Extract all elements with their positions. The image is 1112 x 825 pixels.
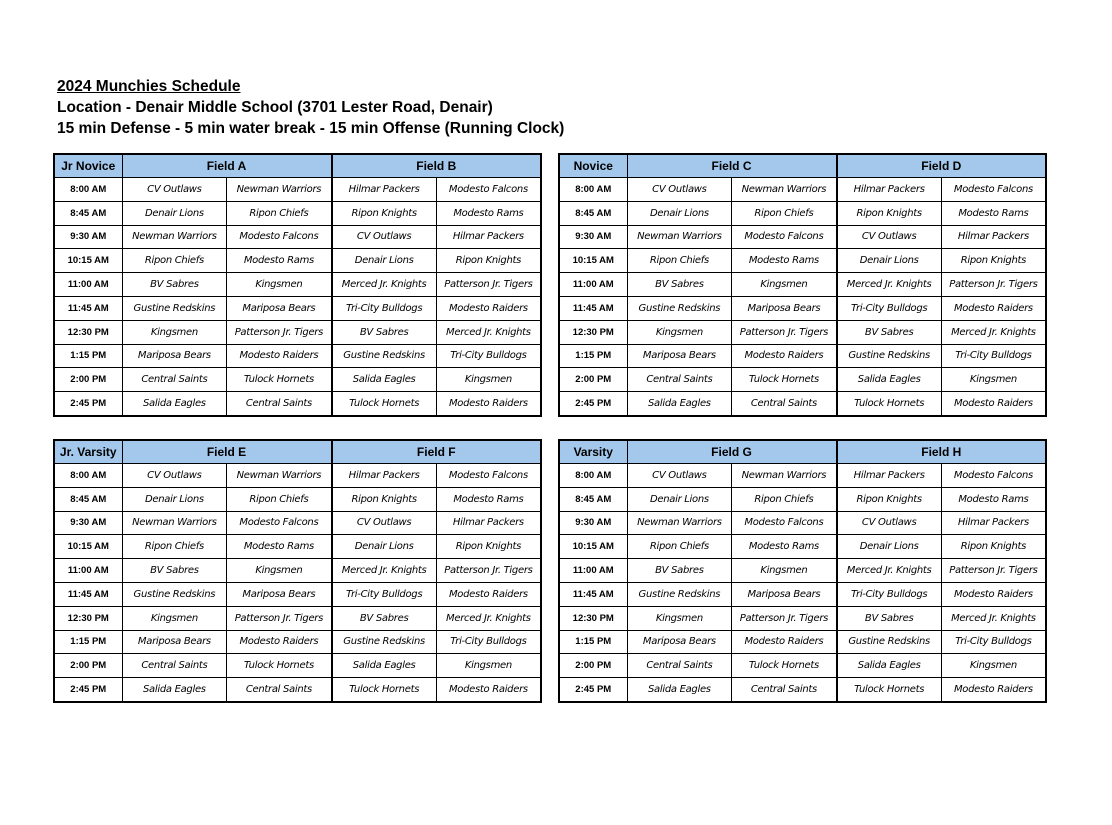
team-cell: Salida Eagles <box>332 654 437 678</box>
team-cell: Newman Warriors <box>122 511 227 535</box>
team-cell: Patterson Jr. Tigers <box>941 559 1046 583</box>
team-cell: Modesto Raiders <box>436 296 541 320</box>
table-row <box>559 678 1046 702</box>
team-cell: Hilmar Packers <box>436 225 541 249</box>
table-row <box>559 511 1046 535</box>
team-cell: Gustine Redskins <box>627 296 732 320</box>
table-row <box>559 178 1046 202</box>
table-row <box>559 225 1046 249</box>
team-cell: Kingsmen <box>122 606 227 630</box>
team-cell: CV Outlaws <box>332 511 437 535</box>
team-cell: Denair Lions <box>122 201 227 225</box>
team-cell: Mariposa Bears <box>627 630 732 654</box>
table-header-row <box>54 154 541 178</box>
team-cell: Newman Warriors <box>732 464 837 488</box>
team-cell: Modesto Rams <box>732 535 837 559</box>
division-label: Jr Novice <box>54 154 122 178</box>
table-row <box>559 464 1046 488</box>
team-cell: Modesto Rams <box>227 249 332 273</box>
team-cell: Modesto Rams <box>941 487 1046 511</box>
team-cell: Gustine Redskins <box>627 582 732 606</box>
table-row <box>559 559 1046 583</box>
team-cell: Central Saints <box>732 392 837 416</box>
time-cell: 8:00 AM <box>54 178 122 202</box>
team-cell: Modesto Falcons <box>732 225 837 249</box>
team-cell: BV Sabres <box>627 559 732 583</box>
table-row <box>54 511 541 535</box>
team-cell: Newman Warriors <box>627 511 732 535</box>
team-cell: Mariposa Bears <box>122 344 227 368</box>
table-row <box>54 201 541 225</box>
time-cell: 10:15 AM <box>559 535 627 559</box>
team-cell: Denair Lions <box>837 535 942 559</box>
team-cell: Tulock Hornets <box>332 678 437 702</box>
time-cell: 2:45 PM <box>54 678 122 702</box>
team-cell: Patterson Jr. Tigers <box>732 320 837 344</box>
team-cell: CV Outlaws <box>837 511 942 535</box>
time-cell: 2:00 PM <box>54 654 122 678</box>
team-cell: Central Saints <box>227 392 332 416</box>
team-cell: Kingsmen <box>227 273 332 297</box>
table-header-row <box>54 440 541 464</box>
table-row <box>54 559 541 583</box>
team-cell: Mariposa Bears <box>227 582 332 606</box>
team-cell: Tri-City Bulldogs <box>332 582 437 606</box>
team-cell: Patterson Jr. Tigers <box>436 273 541 297</box>
team-cell: Salida Eagles <box>837 654 942 678</box>
team-cell: Denair Lions <box>122 487 227 511</box>
team-cell: Merced Jr. Knights <box>332 273 437 297</box>
time-cell: 10:15 AM <box>559 249 627 273</box>
time-cell: 8:00 AM <box>559 464 627 488</box>
team-cell: BV Sabres <box>332 320 437 344</box>
team-cell: Modesto Falcons <box>227 511 332 535</box>
time-cell: 11:00 AM <box>559 559 627 583</box>
team-cell: BV Sabres <box>122 273 227 297</box>
table-row <box>559 487 1046 511</box>
team-cell: Denair Lions <box>627 487 732 511</box>
time-cell: 12:30 PM <box>559 320 627 344</box>
time-cell: 2:00 PM <box>559 368 627 392</box>
team-cell: Ripon Chiefs <box>732 487 837 511</box>
table-row <box>559 368 1046 392</box>
time-cell: 10:15 AM <box>54 249 122 273</box>
field-header: Field H <box>837 440 1047 464</box>
team-cell: Gustine Redskins <box>332 344 437 368</box>
table-row <box>54 630 541 654</box>
table-row <box>559 392 1046 416</box>
time-cell: 1:15 PM <box>559 630 627 654</box>
team-cell: Kingsmen <box>227 559 332 583</box>
time-cell: 8:45 AM <box>559 201 627 225</box>
team-cell: CV Outlaws <box>122 178 227 202</box>
team-cell: Tulock Hornets <box>732 654 837 678</box>
table-row <box>54 654 541 678</box>
team-cell: Kingsmen <box>941 654 1046 678</box>
team-cell: Patterson Jr. Tigers <box>941 273 1046 297</box>
time-cell: 2:45 PM <box>559 678 627 702</box>
team-cell: Tulock Hornets <box>332 392 437 416</box>
team-cell: Hilmar Packers <box>332 178 437 202</box>
time-cell: 1:15 PM <box>559 344 627 368</box>
field-header: Field E <box>122 440 332 464</box>
time-cell: 12:30 PM <box>54 606 122 630</box>
time-cell: 1:15 PM <box>54 344 122 368</box>
team-cell: Ripon Knights <box>436 249 541 273</box>
table-row <box>559 344 1046 368</box>
team-cell: Modesto Raiders <box>436 582 541 606</box>
team-cell: Newman Warriors <box>227 178 332 202</box>
table-row <box>54 368 541 392</box>
team-cell: CV Outlaws <box>627 178 732 202</box>
team-cell: Ripon Chiefs <box>227 487 332 511</box>
time-cell: 8:00 AM <box>559 178 627 202</box>
team-cell: Modesto Raiders <box>941 582 1046 606</box>
table-row <box>559 582 1046 606</box>
team-cell: Merced Jr. Knights <box>837 273 942 297</box>
team-cell: Tulock Hornets <box>837 392 942 416</box>
team-cell: Central Saints <box>122 654 227 678</box>
team-cell: Patterson Jr. Tigers <box>227 320 332 344</box>
team-cell: Gustine Redskins <box>837 630 942 654</box>
team-cell: Hilmar Packers <box>436 511 541 535</box>
game-format-line: 15 min Defense - 5 min water break - 15 min Offense (Running Clock) <box>57 120 565 137</box>
team-cell: Tulock Hornets <box>227 368 332 392</box>
team-cell: CV Outlaws <box>627 464 732 488</box>
team-cell: Tri-City Bulldogs <box>837 296 942 320</box>
team-cell: Ripon Knights <box>436 535 541 559</box>
team-cell: Hilmar Packers <box>837 464 942 488</box>
team-cell: Modesto Falcons <box>227 225 332 249</box>
team-cell: Newman Warriors <box>122 225 227 249</box>
team-cell: Mariposa Bears <box>627 344 732 368</box>
field-header: Field F <box>332 440 542 464</box>
table-row <box>559 535 1046 559</box>
team-cell: Tulock Hornets <box>837 678 942 702</box>
schedule-title: 2024 Munchies Schedule <box>57 78 241 95</box>
team-cell: Modesto Falcons <box>436 464 541 488</box>
table-row <box>54 678 541 702</box>
time-cell: 8:00 AM <box>54 464 122 488</box>
table-row <box>54 296 541 320</box>
team-cell: Merced Jr. Knights <box>436 320 541 344</box>
table-row <box>54 178 541 202</box>
team-cell: Modesto Falcons <box>941 178 1046 202</box>
team-cell: Kingsmen <box>732 273 837 297</box>
table-row <box>559 201 1046 225</box>
time-cell: 11:00 AM <box>54 273 122 297</box>
team-cell: Kingsmen <box>122 320 227 344</box>
team-cell: Salida Eagles <box>627 392 732 416</box>
team-cell: Ripon Knights <box>941 249 1046 273</box>
team-cell: Tri-City Bulldogs <box>436 344 541 368</box>
team-cell: Central Saints <box>627 368 732 392</box>
team-cell: Ripon Knights <box>837 201 942 225</box>
team-cell: Salida Eagles <box>122 392 227 416</box>
team-cell: BV Sabres <box>837 320 942 344</box>
team-cell: Modesto Rams <box>227 535 332 559</box>
team-cell: CV Outlaws <box>837 225 942 249</box>
team-cell: Kingsmen <box>436 654 541 678</box>
table-row <box>54 225 541 249</box>
team-cell: Tri-City Bulldogs <box>837 582 942 606</box>
team-cell: Modesto Raiders <box>227 630 332 654</box>
table-row <box>54 582 541 606</box>
table-row <box>559 606 1046 630</box>
team-cell: Ripon Chiefs <box>122 249 227 273</box>
schedule-table-jr-novice <box>53 153 542 417</box>
team-cell: Modesto Rams <box>436 487 541 511</box>
time-cell: 1:15 PM <box>54 630 122 654</box>
team-cell: BV Sabres <box>837 606 942 630</box>
team-cell: Kingsmen <box>627 320 732 344</box>
team-cell: Mariposa Bears <box>732 582 837 606</box>
team-cell: Modesto Falcons <box>941 464 1046 488</box>
team-cell: Modesto Raiders <box>732 344 837 368</box>
table-header-row <box>559 440 1046 464</box>
team-cell: Tulock Hornets <box>732 368 837 392</box>
team-cell: Newman Warriors <box>627 225 732 249</box>
team-cell: Salida Eagles <box>122 678 227 702</box>
time-cell: 9:30 AM <box>559 511 627 535</box>
team-cell: Kingsmen <box>941 368 1046 392</box>
team-cell: CV Outlaws <box>332 225 437 249</box>
table-row <box>54 606 541 630</box>
table-row <box>559 273 1046 297</box>
team-cell: Hilmar Packers <box>837 178 942 202</box>
table-row <box>54 464 541 488</box>
field-header: Field A <box>122 154 332 178</box>
team-cell: Salida Eagles <box>332 368 437 392</box>
table-row <box>54 392 541 416</box>
team-cell: Central Saints <box>627 654 732 678</box>
team-cell: Patterson Jr. Tigers <box>436 559 541 583</box>
table-header-row <box>559 154 1046 178</box>
team-cell: Ripon Knights <box>332 487 437 511</box>
team-cell: Gustine Redskins <box>122 582 227 606</box>
table-row <box>559 320 1046 344</box>
team-cell: Mariposa Bears <box>227 296 332 320</box>
team-cell: Kingsmen <box>627 606 732 630</box>
team-cell: Hilmar Packers <box>941 511 1046 535</box>
team-cell: BV Sabres <box>122 559 227 583</box>
team-cell: Modesto Raiders <box>732 630 837 654</box>
time-cell: 11:45 AM <box>54 582 122 606</box>
team-cell: Modesto Falcons <box>732 511 837 535</box>
time-cell: 11:45 AM <box>54 296 122 320</box>
time-cell: 11:00 AM <box>559 273 627 297</box>
team-cell: Kingsmen <box>732 559 837 583</box>
time-cell: 9:30 AM <box>559 225 627 249</box>
team-cell: Salida Eagles <box>837 368 942 392</box>
team-cell: Ripon Knights <box>941 535 1046 559</box>
team-cell: Modesto Raiders <box>436 392 541 416</box>
team-cell: CV Outlaws <box>122 464 227 488</box>
schedule-table-novice <box>558 153 1047 417</box>
team-cell: Merced Jr. Knights <box>436 606 541 630</box>
table-row <box>54 487 541 511</box>
team-cell: Ripon Chiefs <box>627 535 732 559</box>
team-cell: Ripon Chiefs <box>122 535 227 559</box>
team-cell: Gustine Redskins <box>837 344 942 368</box>
team-cell: BV Sabres <box>627 273 732 297</box>
team-cell: Hilmar Packers <box>941 225 1046 249</box>
team-cell: Gustine Redskins <box>122 296 227 320</box>
team-cell: Denair Lions <box>332 535 437 559</box>
time-cell: 11:45 AM <box>559 296 627 320</box>
team-cell: Merced Jr. Knights <box>941 606 1046 630</box>
time-cell: 10:15 AM <box>54 535 122 559</box>
team-cell: Modesto Raiders <box>941 678 1046 702</box>
team-cell: Hilmar Packers <box>332 464 437 488</box>
time-cell: 8:45 AM <box>559 487 627 511</box>
team-cell: Tri-City Bulldogs <box>332 296 437 320</box>
team-cell: Mariposa Bears <box>122 630 227 654</box>
table-row <box>559 296 1046 320</box>
team-cell: Tri-City Bulldogs <box>941 630 1046 654</box>
table-row <box>559 630 1046 654</box>
time-cell: 8:45 AM <box>54 201 122 225</box>
team-cell: Modesto Rams <box>436 201 541 225</box>
team-cell: Modesto Raiders <box>436 678 541 702</box>
document-header <box>57 76 564 139</box>
team-cell: Modesto Raiders <box>941 296 1046 320</box>
time-cell: 12:30 PM <box>559 606 627 630</box>
time-cell: 2:45 PM <box>559 392 627 416</box>
team-cell: Gustine Redskins <box>332 630 437 654</box>
team-cell: BV Sabres <box>332 606 437 630</box>
team-cell: Salida Eagles <box>627 678 732 702</box>
division-label: Jr. Varsity <box>54 440 122 464</box>
team-cell: Central Saints <box>227 678 332 702</box>
field-header: Field B <box>332 154 542 178</box>
table-row <box>54 273 541 297</box>
field-header: Field D <box>837 154 1047 178</box>
team-cell: Ripon Chiefs <box>227 201 332 225</box>
table-row <box>559 654 1046 678</box>
team-cell: Merced Jr. Knights <box>837 559 942 583</box>
table-row <box>54 249 541 273</box>
division-label: Varsity <box>559 440 627 464</box>
table-row <box>559 249 1046 273</box>
time-cell: 2:00 PM <box>54 368 122 392</box>
division-label: Novice <box>559 154 627 178</box>
team-cell: Newman Warriors <box>227 464 332 488</box>
field-header: Field C <box>627 154 837 178</box>
team-cell: Denair Lions <box>627 201 732 225</box>
team-cell: Modesto Rams <box>941 201 1046 225</box>
team-cell: Ripon Chiefs <box>732 201 837 225</box>
time-cell: 12:30 PM <box>54 320 122 344</box>
time-cell: 11:00 AM <box>54 559 122 583</box>
team-cell: Denair Lions <box>332 249 437 273</box>
field-header: Field G <box>627 440 837 464</box>
team-cell: Tri-City Bulldogs <box>436 630 541 654</box>
team-cell: Central Saints <box>122 368 227 392</box>
time-cell: 2:45 PM <box>54 392 122 416</box>
team-cell: Patterson Jr. Tigers <box>732 606 837 630</box>
team-cell: Modesto Falcons <box>436 178 541 202</box>
team-cell: Newman Warriors <box>732 178 837 202</box>
time-cell: 8:45 AM <box>54 487 122 511</box>
time-cell: 9:30 AM <box>54 225 122 249</box>
table-row <box>54 535 541 559</box>
team-cell: Mariposa Bears <box>732 296 837 320</box>
team-cell: Kingsmen <box>436 368 541 392</box>
table-row <box>54 320 541 344</box>
team-cell: Modesto Raiders <box>227 344 332 368</box>
team-cell: Denair Lions <box>837 249 942 273</box>
team-cell: Ripon Knights <box>332 201 437 225</box>
team-cell: Tulock Hornets <box>227 654 332 678</box>
time-cell: 9:30 AM <box>54 511 122 535</box>
time-cell: 11:45 AM <box>559 582 627 606</box>
team-cell: Ripon Knights <box>837 487 942 511</box>
schedule-table-jr-varsity <box>53 439 542 703</box>
schedule-table-varsity <box>558 439 1047 703</box>
team-cell: Ripon Chiefs <box>627 249 732 273</box>
team-cell: Merced Jr. Knights <box>941 320 1046 344</box>
time-cell: 2:00 PM <box>559 654 627 678</box>
team-cell: Modesto Rams <box>732 249 837 273</box>
table-row <box>54 344 541 368</box>
team-cell: Merced Jr. Knights <box>332 559 437 583</box>
team-cell: Patterson Jr. Tigers <box>227 606 332 630</box>
team-cell: Tri-City Bulldogs <box>941 344 1046 368</box>
team-cell: Central Saints <box>732 678 837 702</box>
location-line: Location - Denair Middle School (3701 Lester Road, Denair) <box>57 99 493 116</box>
team-cell: Modesto Raiders <box>941 392 1046 416</box>
